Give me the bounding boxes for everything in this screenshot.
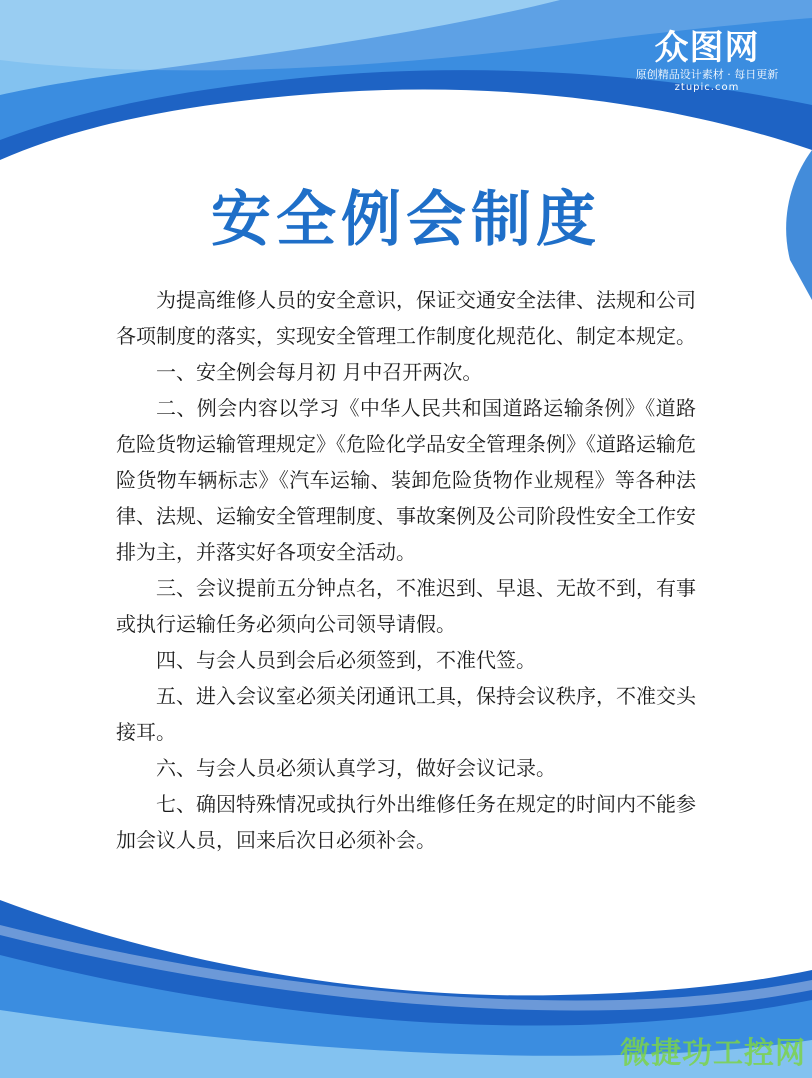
watermark: 微捷功工控网 xyxy=(620,1036,806,1071)
regulation-body xyxy=(116,282,696,858)
paragraph-item-5: 五、进入会议室必须关闭通讯工具，保持会议秩序，不准交头接耳。 xyxy=(116,684,696,744)
paragraph-item-4: 四、与会人员到会后必须签到，不准代签。 xyxy=(156,648,536,672)
logo-tagline: 原创精品设计素材 · 每日更新 xyxy=(635,68,779,81)
paragraph-item-2: 二、例会内容以学习《中华人民共和国道路运输条例》《道路危险货物运输管理规定》《危险化学品安全管理条例》《道路运输危险货物车辆标志》《汽车运输、装卸危险货物作业规程》等各种法律、法规、运输安全管理制度、事故案例及公司阶段性安全工作安排为主，并落实好各项安全活动。 xyxy=(116,396,696,564)
paragraph-item-6: 六、与会人员必须认真学习，做好会议记录。 xyxy=(156,756,556,780)
logo-domain: ztupic.com xyxy=(674,82,740,93)
paragraph-item-1: 一、安全例会每月初 月中召开两次。 xyxy=(156,360,483,384)
brand-logo xyxy=(632,30,782,94)
logo-mark: 众图网 xyxy=(654,28,760,68)
paragraph-item-3: 三、会议提前五分钟点名，不准迟到、早退、无故不到，有事或执行运输任务必须向公司领导请假。 xyxy=(116,576,696,636)
paragraph-item-7: 七、确因特殊情况或执行外出维修任务在规定的时间内不能参加会议人员，回来后次日必须补会。 xyxy=(116,792,696,852)
paragraph-intro: 为提高维修人员的安全意识，保证交通安全法律、法规和公司各项制度的落实，实现安全管理工作制度化规范化、制定本规定。 xyxy=(116,288,696,348)
page-title: 安全例会制度 xyxy=(211,185,601,255)
